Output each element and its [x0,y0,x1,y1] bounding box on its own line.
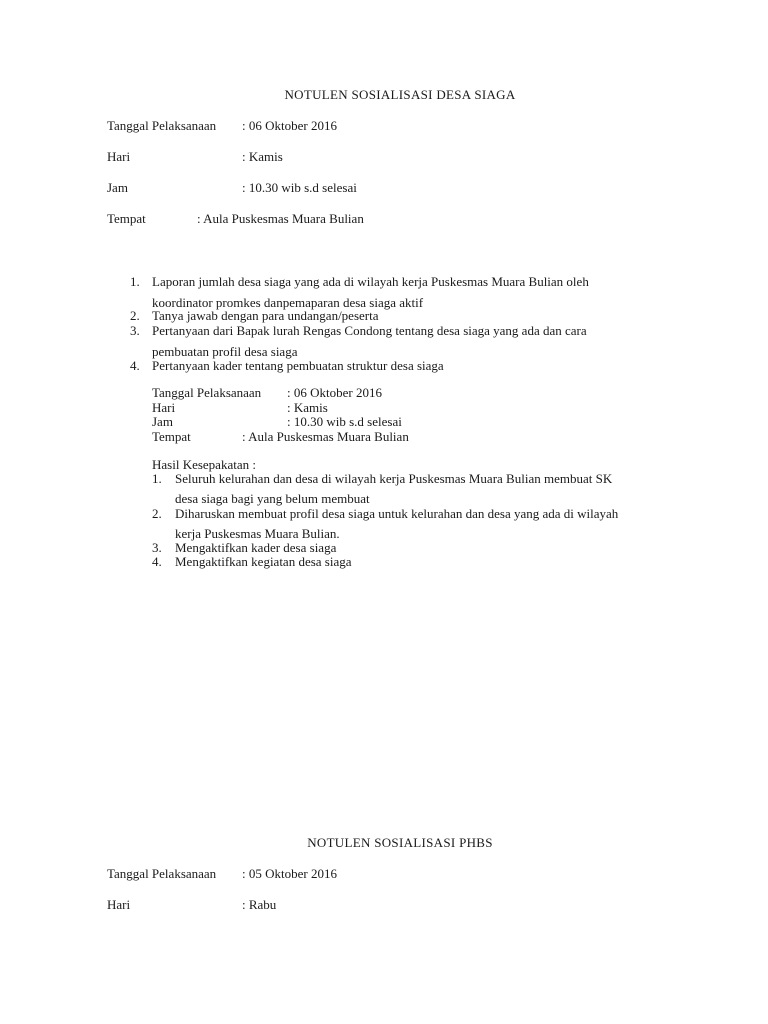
hasil-heading: Hasil Kesepakatan : [152,457,256,472]
hasil-number: 3. [152,540,162,555]
tanggal-label: Tanggal Pelaksanaan [107,118,217,133]
agenda-item: Laporan jumlah desa siaga yang ada di wilayah kerja Puskesmas Muara Bulian oleh [152,274,589,289]
hari-label: Hari [152,400,176,415]
jam-value: : 10.30 wib s.d selesai [287,414,402,429]
hasil-number: 2. [152,506,162,521]
jam-label: Jam [152,414,173,429]
tanggal-value: : 06 Oktober 2016 [242,118,337,133]
hasil-item: Seluruh kelurahan dan desa di wilayah kerja Puskesmas Muara Bulian membuat SK [175,471,613,486]
agenda-item: Pertanyaan kader tentang pembuatan struktur desa siaga [152,358,444,373]
hasil-item: Mengaktifkan kader desa siaga [175,540,337,555]
tempat-value: : Aula Puskesmas Muara Bulian [197,211,364,226]
agenda-number: 4. [130,358,140,373]
hasil-item-continued: desa siaga bagi yang belum membuat [175,491,370,506]
hari-value: : Rabu [242,897,277,912]
hasil-item: Diharuskan membuat profil desa siaga untuk kelurahan dan desa yang ada di wilayah [175,506,619,521]
hari-label: Hari [107,897,131,912]
tempat-label: Tempat [152,429,191,444]
agenda-item: Pertanyaan dari Bapak lurah Rengas Condong tentang desa siaga yang ada dan cara [152,323,587,338]
tanggal-label: Tanggal Pelaksanaan [107,866,217,881]
agenda-item-continued: pembuatan profil desa siaga [152,344,298,359]
agenda-number: 2. [130,308,140,323]
jam-value: : 10.30 wib s.d selesai [242,180,357,195]
hasil-number: 4. [152,554,162,569]
hari-value: : Kamis [287,400,328,415]
section-title: NOTULEN SOSIALISASI PHBS [307,835,493,850]
agenda-number: 1. [130,274,140,289]
tempat-value: : Aula Puskesmas Muara Bulian [242,429,409,444]
hari-value: : Kamis [242,149,283,164]
agenda-item-continued: koordinator promkes danpemaparan desa siaga aktif [152,295,424,310]
tanggal-label: Tanggal Pelaksanaan [152,385,262,400]
hasil-item: Mengaktifkan kegiatan desa siaga [175,554,352,569]
document-title: NOTULEN SOSIALISASI DESA SIAGA [284,87,516,102]
hari-label: Hari [107,149,131,164]
tanggal-value: : 06 Oktober 2016 [287,385,382,400]
tempat-label: Tempat [107,211,146,226]
hasil-item-continued: kerja Puskesmas Muara Bulian. [175,526,340,541]
tanggal-value: : 05 Oktober 2016 [242,866,337,881]
agenda-item: Tanya jawab dengan para undangan/peserta [152,308,379,323]
agenda-number: 3. [130,323,140,338]
hasil-number: 1. [152,471,162,486]
jam-label: Jam [107,180,128,195]
